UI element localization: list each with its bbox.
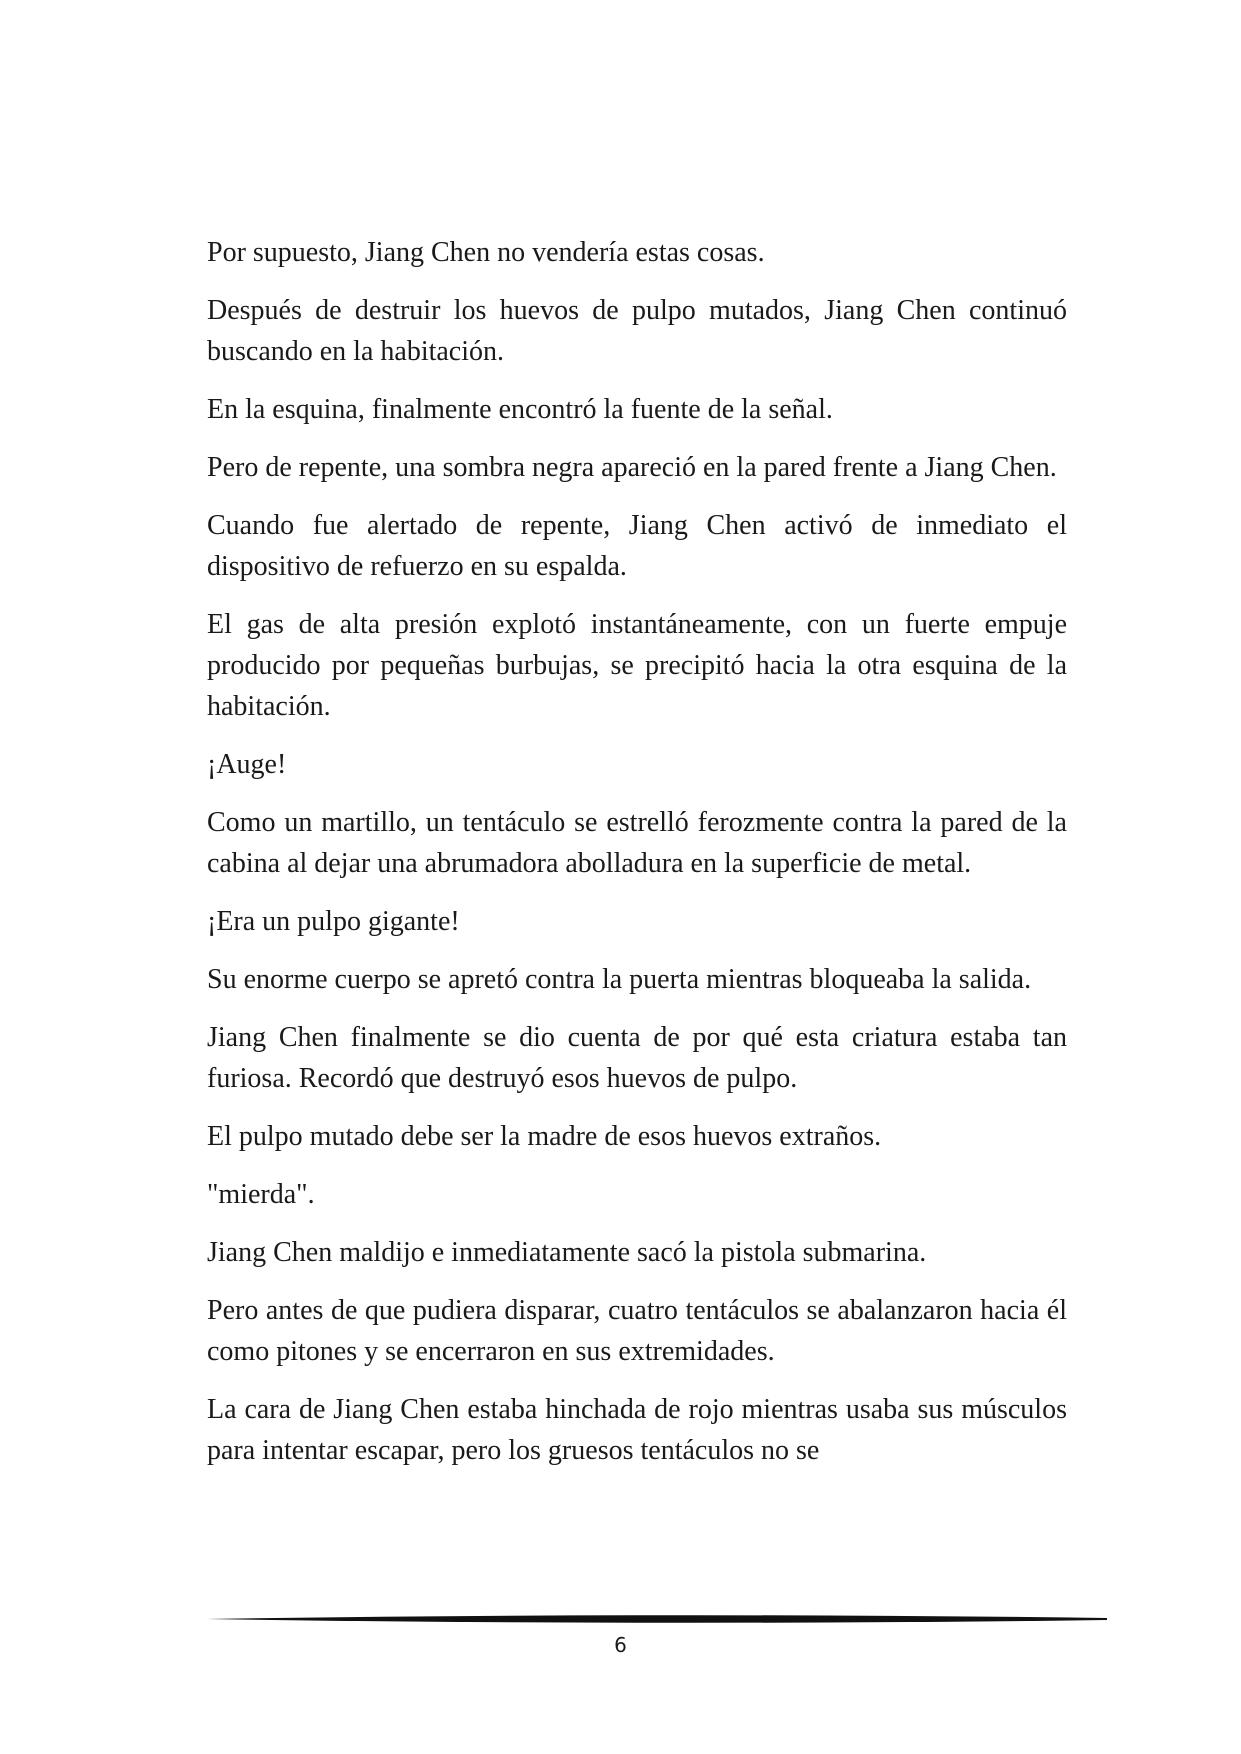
paragraph: En la esquina, finalmente encontró la fuente de la señal. <box>207 394 833 425</box>
body-text <box>207 232 1067 1488</box>
paragraph: El pulpo mutado debe ser la madre de esos huevos extraños. <box>207 1121 882 1152</box>
footer-divider <box>207 1612 1107 1626</box>
paragraph: Como un martillo, un tentáculo se estrelló ferozmente contra la pared de la cabina al dejar una abrumadora abolladura en la superficie de metal. <box>207 807 1067 879</box>
page-number: 6 <box>614 1633 627 1657</box>
paragraph: "mierda". <box>207 1179 315 1210</box>
paragraph: ¡Era un pulpo gigante! <box>207 906 460 937</box>
paragraph: Por supuesto, Jiang Chen no vendería estas cosas. <box>207 237 765 268</box>
paragraph: Cuando fue alertado de repente, Jiang Chen activó de inmediato el dispositivo de refuerzo en su espalda. <box>207 510 1067 582</box>
paragraph: ¡Auge! <box>207 749 287 780</box>
paragraph: Jiang Chen maldijo e inmediatamente sacó la pistola submarina. <box>207 1237 927 1268</box>
paragraph: Después de destruir los huevos de pulpo mutados, Jiang Chen continuó buscando en la habitación. <box>207 295 1067 367</box>
paragraph: Pero de repente, una sombra negra apareció en la pared frente a Jiang Chen. <box>207 452 1057 483</box>
paragraph: Jiang Chen finalmente se dio cuenta de por qué esta criatura estaba tan furiosa. Recordó que destruyó esos huevos de pulpo. <box>207 1022 1067 1094</box>
paragraph: La cara de Jiang Chen estaba hinchada de rojo mientras usaba sus músculos para intentar escapar, pero los gruesos tentáculos no se <box>207 1394 1067 1466</box>
paragraph: Su enorme cuerpo se apretó contra la puerta mientras bloqueaba la salida. <box>207 964 1032 995</box>
paragraph: Pero antes de que pudiera disparar, cuatro tentáculos se abalanzaron hacia él como pitones y se encerraron en sus extremidades. <box>207 1295 1067 1367</box>
paragraph: El gas de alta presión explotó instantáneamente, con un fuerte empuje producido por pequeñas burbujas, se precipitó hacia la otra esquina de la habitación. <box>207 609 1067 722</box>
